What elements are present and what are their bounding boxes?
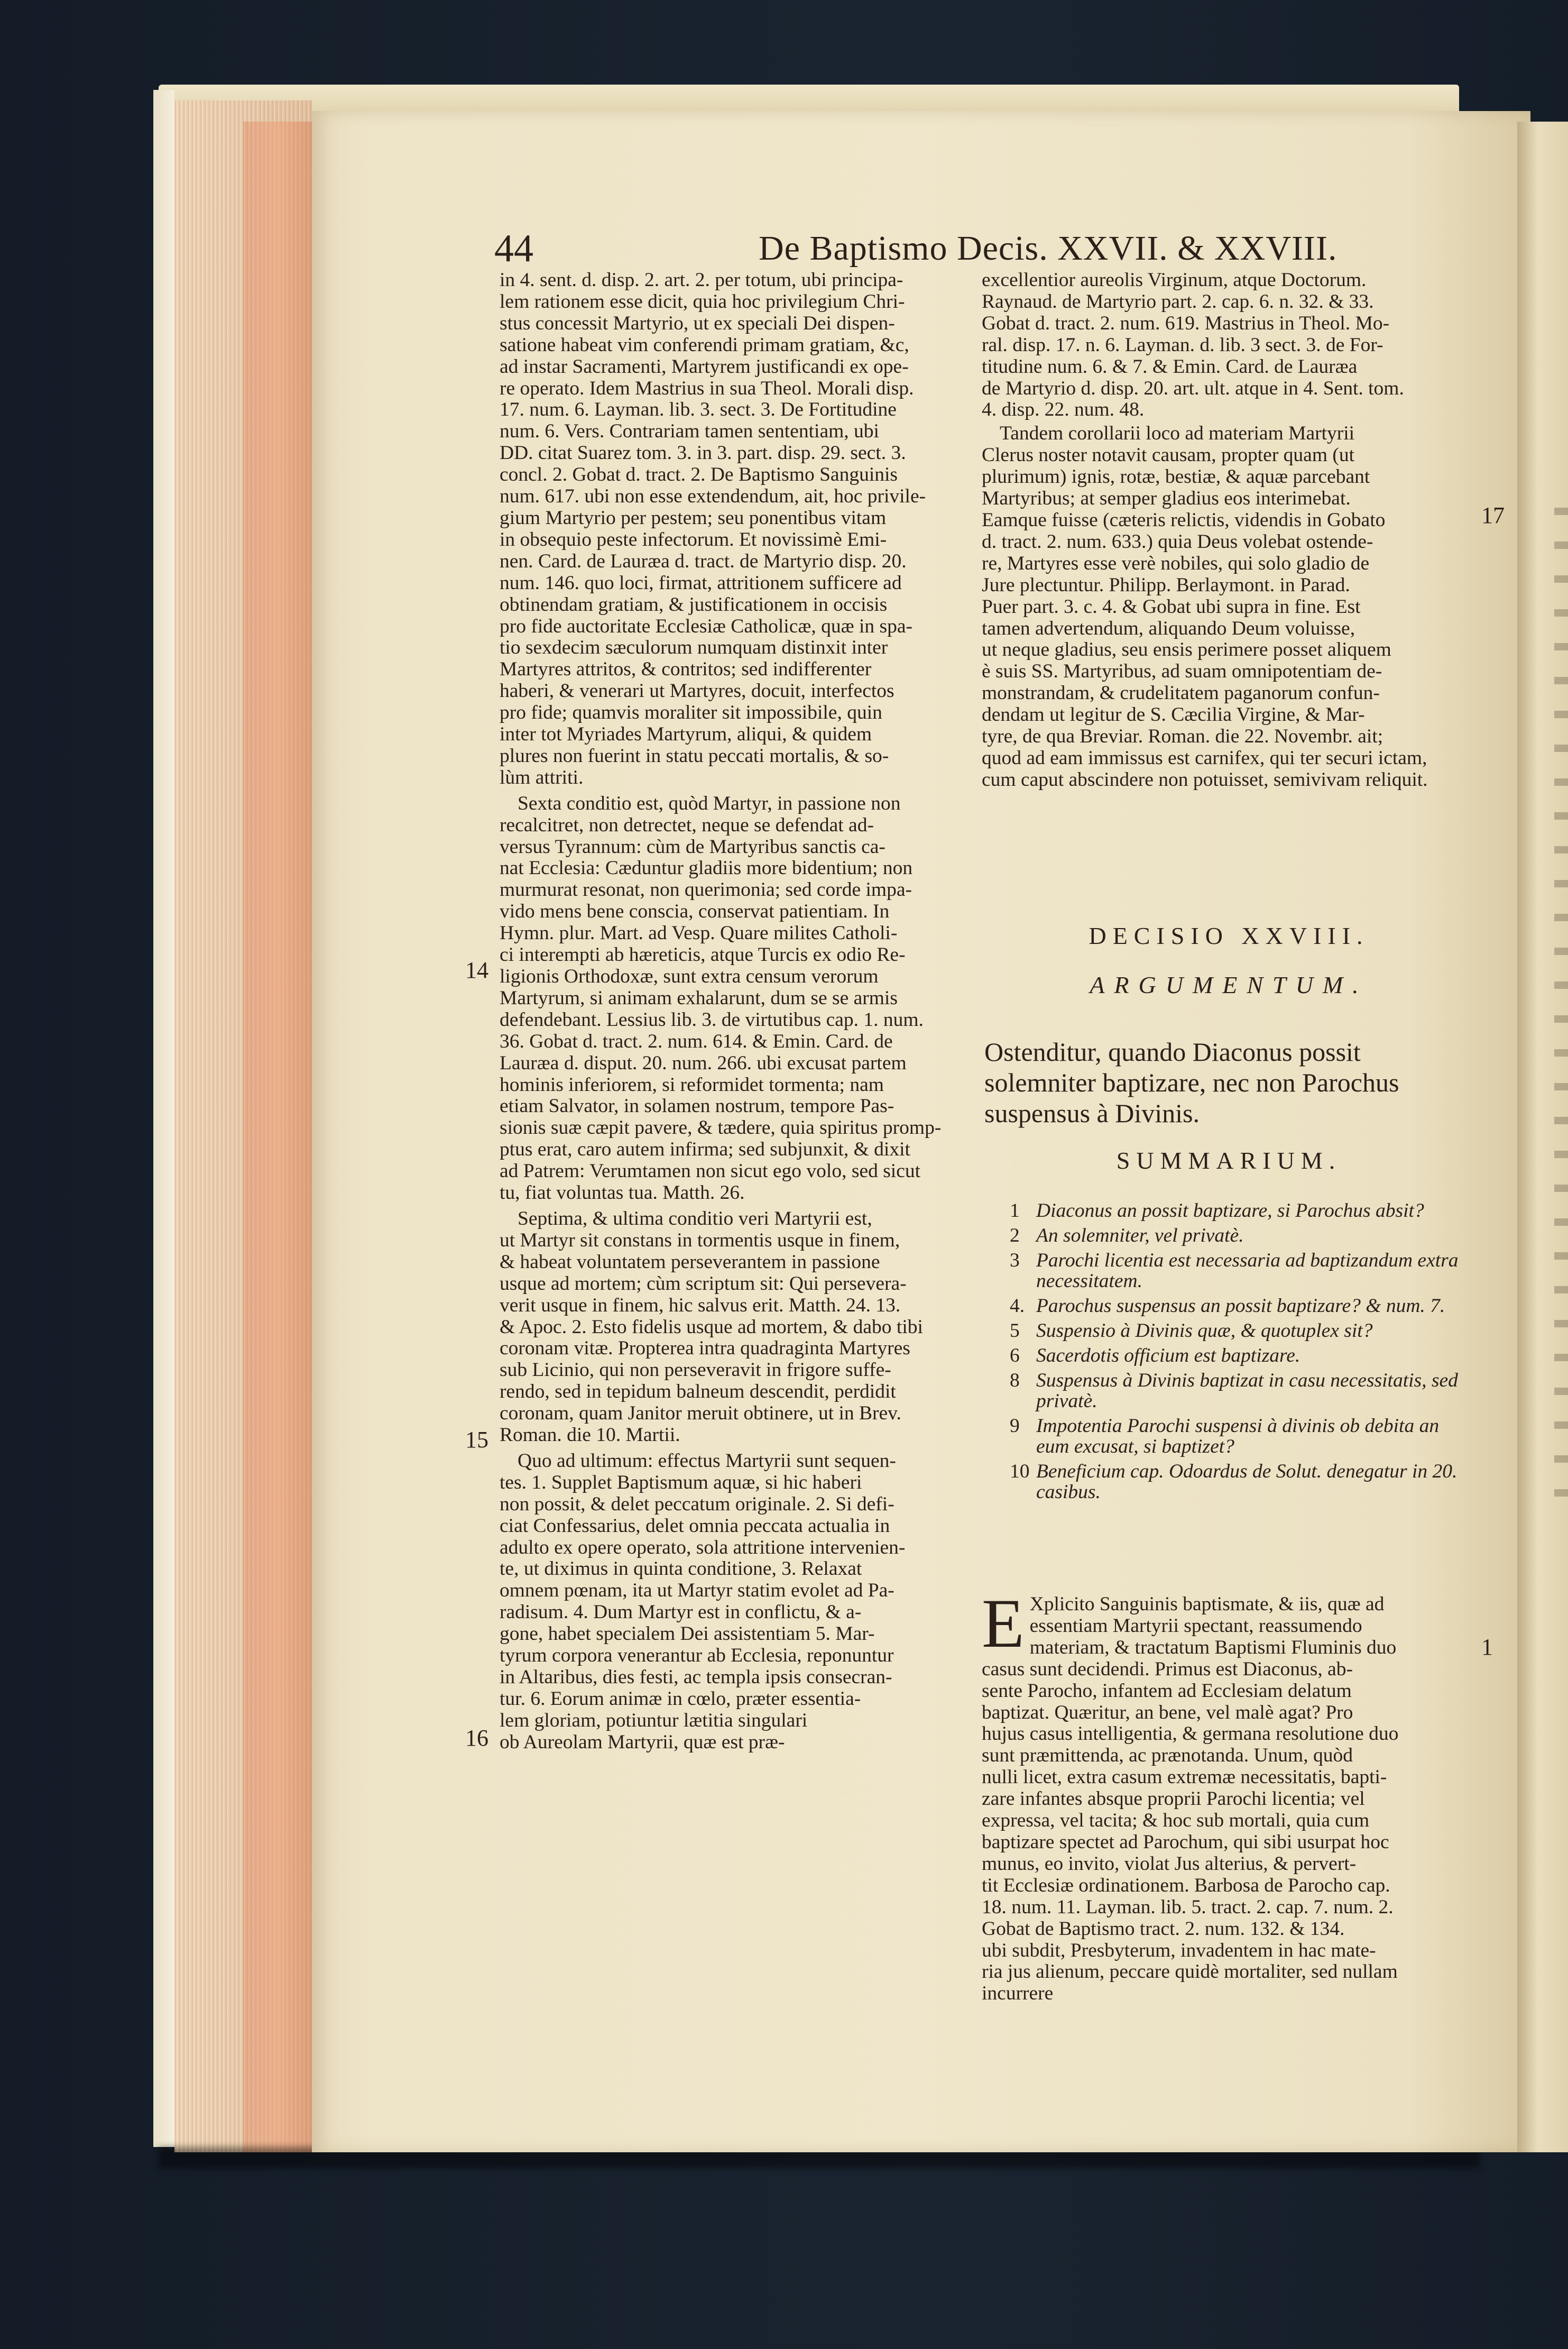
text-line: Sexta conditio est, quòd Martyr, in passione non <box>518 792 901 814</box>
text-line: coronam vitæ. Propterea intra quadraginta Martyres <box>500 1337 910 1360</box>
running-title: De Baptismo Decis. XXVII. & XXVIII. <box>759 229 1338 268</box>
summary-item-text: Parochus suspensus an possit baptizare? & num. 7. <box>1036 1295 1445 1317</box>
summary-item-number: 2 <box>1010 1225 1020 1246</box>
text-line: tyre, de qua Breviar. Roman. die 22. Novembr. ait; <box>982 726 1383 748</box>
summary-item <box>1010 1225 1475 1246</box>
text-line: & Apoc. 2. Esto fidelis usque ad mortem, & dabo tibi <box>500 1316 923 1338</box>
text-line: ligionis Orthodoxæ, sunt extra censum verorum <box>500 966 879 987</box>
text-line: te, ut diximus in quinta conditione, 3. Relaxat <box>500 1558 862 1580</box>
summary-item-text: Beneficium cap. Odoardus de Solut. denegatur in 20. casibus. <box>1036 1461 1458 1503</box>
text-line: ci interempti ab hæreticis, atque Turcis ex odio Re- <box>500 944 906 966</box>
text-line: Martyres attritos, & contritos; sed indifferenter <box>500 658 872 681</box>
summary-item-number: 8 <box>1010 1370 1020 1391</box>
text-line: excellentior aureolis Virginum, atque Doctorum. <box>982 269 1367 291</box>
text-line: Tandem corollarii loco ad materiam Martyrii <box>1000 423 1355 445</box>
text-line: Xplicito Sanguinis baptismate, & iis, quæ ad <box>1029 1593 1385 1615</box>
text-line: Jure plectuntur. Philipp. Berlaymont. in Parad. <box>982 574 1350 596</box>
text-line: tio sexdecim sæculorum numquam distinxit inter <box>500 637 888 659</box>
text-line: tamen advertendum, aliquando Deum voluisse, <box>982 617 1355 639</box>
text-line: ptus erat, caro autem infirma; sed subjunxit, & dixit <box>500 1139 910 1161</box>
text-line: Martyribus; at semper gladius eos interimebat. <box>982 488 1351 510</box>
paragraph-quo-ad-ultimum <box>500 1451 944 1754</box>
text-line: ut Martyr sit constans in tormentis usque in finem, <box>500 1229 900 1251</box>
text-line: è suis SS. Martyribus, ad suam omnipotentiam de- <box>982 660 1382 683</box>
text-line: ad instar Sacramenti, Martyrem justificandi ex ope- <box>500 355 909 378</box>
text-line: defendebant. Lessius lib. 3. de virtutibus cap. 1. num. <box>500 1008 924 1031</box>
argument-statement: Ostenditur, quando Diaconus possit solemniter baptizare, nec non Parochus suspensus à Divinis. <box>984 1037 1399 1128</box>
summary-item <box>1010 1370 1475 1411</box>
summary-item-number: 3 <box>1010 1250 1020 1271</box>
summary-item-text: Suspensus à Divinis baptizat in casu necessitatis, sed privatè. <box>1036 1370 1458 1412</box>
text-line: coronam, quam Janitor meruit obtinere, ut in Brev. <box>500 1402 901 1425</box>
text-line: quod ad eam immissus est carnifex, qui ter securi ictam, <box>982 747 1427 769</box>
text-line: DD. citat Suarez tom. 3. in 3. part. disp. 29. sect. 3. <box>500 442 906 464</box>
paragraph-continuation <box>982 270 1476 421</box>
text-line: tu, fiat voluntas tua. Matth. 26. <box>500 1182 745 1204</box>
margin-number-16: 16 <box>465 1725 488 1751</box>
text-line: pro fide; quamvis moraliter sit impossibile, quin <box>500 702 882 724</box>
summary-item-number: 6 <box>1010 1345 1020 1366</box>
text-line: nat Ecclesia: Cæduntur gladiis more bidentium; non <box>500 857 913 879</box>
text-line: sente Parocho, infantem ad Ecclesiam delatum <box>982 1680 1352 1702</box>
text-line: in Altaribus, dies festi, ac templa ipsis consecran- <box>500 1666 892 1688</box>
text-line: ut neque gladius, seu ensis perimere posset aliquem <box>982 639 1391 661</box>
text-line: vido mens bene conscia, conservat patientiam. In <box>500 901 890 923</box>
argumentum-heading: ARGUMENTUM. <box>1090 971 1368 998</box>
text-line: essentiam Martyrii spectant, reassumendo <box>1029 1614 1362 1637</box>
text-line: murmurat resonat, non querimonia; sed corde impa- <box>500 879 912 901</box>
text-line: d. tract. 2. num. 633.) quia Deus volebat ostende- <box>982 530 1373 553</box>
summary-item <box>1010 1461 1475 1502</box>
facing-page-text <box>1554 508 1568 1512</box>
summary-item-number: 5 <box>1010 1320 1020 1342</box>
text-line: haberi, & venerari ut Martyres, docuit, interfectos <box>500 680 894 702</box>
text-line: Eamque fuisse (cæteris relictis, videndis in Gobato <box>982 509 1386 531</box>
text-line: obtinendam gratiam, & justificationem in occisis <box>500 593 888 616</box>
text-line: Hymn. plur. Mart. ad Vesp. Quare milites Catholi- <box>500 922 898 944</box>
text-line: lùm attriti. <box>500 766 584 788</box>
text-line: num. 617. ubi non esse extendendum, ait, hoc privile- <box>500 485 926 508</box>
text-line: ciat Confessarius, delet omnia peccata actualia in <box>500 1515 890 1537</box>
margin-number-14: 14 <box>465 957 488 983</box>
text-line: 17. num. 6. Layman. lib. 3. sect. 3. De Fortitudine <box>500 399 897 421</box>
text-line: num. 6. Vers. Contrariam tamen sententiam, ubi <box>500 420 879 443</box>
text-line: monstrandam, & crudelitatem paganorum confun- <box>982 682 1380 704</box>
text-line: non possit, & delet peccatum originale. 2. Si defi- <box>500 1493 894 1515</box>
text-line: plurimum) ignis, rotæ, bestiæ, & aquæ parcebant <box>982 466 1370 488</box>
text-line: 4. disp. 22. num. 48. <box>982 399 1145 421</box>
text-line: 36. Gobat d. tract. 2. num. 614. & Emin. Card. de <box>500 1030 893 1052</box>
summary-item-number: 4. <box>1010 1295 1025 1317</box>
summary-item <box>1010 1250 1475 1291</box>
text-line: dendam ut legitur de S. Cæcilia Virgine, & Mar- <box>982 704 1365 726</box>
summary-item-text: Impotentia Parochi suspensi à divinis ob debita an eum excusat, si baptizet? <box>1036 1415 1440 1457</box>
text-line: Clerus noster notavit causam, propter quam (ut <box>982 444 1355 466</box>
paragraph-tandem <box>982 423 1476 791</box>
text-line: etiam Salvator, in solamen nostrum, tempore Pas- <box>500 1095 894 1117</box>
summary-item-number: 9 <box>1010 1415 1020 1437</box>
text-line: in obsequio peste infectorum. Et novissimè Emi- <box>500 528 887 550</box>
text-line: ral. disp. 17. n. 6. Layman. d. lib. 3 sect. 3. de For- <box>982 334 1383 356</box>
text-line: re operato. Idem Mastrius in sua Theol. Morali disp. <box>500 377 914 399</box>
text-line: Quo ad ultimum: effectus Martyrii sunt sequen- <box>518 1449 896 1472</box>
text-line: verit usque in finem, hic salvus erit. Matth. 24. 13. <box>500 1294 901 1316</box>
decisio-body <box>982 1584 1476 2005</box>
text-line: tur. 6. Eorum animæ in cœlo, præter essentia- <box>500 1687 861 1710</box>
text-line: Raynaud. de Martyrio part. 2. cap. 6. n. 32. & 33. <box>982 290 1374 313</box>
text-line: inter tot Myriades Martyrum, aliqui, & quidem <box>500 723 872 746</box>
running-header <box>0 225 1568 272</box>
text-line: lem rationem esse dicit, quia hoc privilegium Chri- <box>500 290 905 313</box>
red-fore-edge <box>243 122 312 2152</box>
text-line: baptizat. Quæritur, an bene, vel malè agat? Pro <box>982 1701 1353 1723</box>
text-line: Gobat d. tract. 2. num. 619. Mastrius in Theol. Mo- <box>982 312 1390 334</box>
text-line: ubi subdit, Presbyterum, invadentem in hac mate- <box>982 1939 1376 1961</box>
text-line: omnem pœnam, ita ut Martyr statim evolet ad Pa- <box>500 1580 894 1602</box>
text-line: cum caput abscindere non potuisset, semivivam reliquit. <box>982 768 1428 791</box>
text-line: concl. 2. Gobat d. tract. 2. De Baptismo Sanguinis <box>500 464 898 486</box>
margin-number-17: 17 <box>1481 502 1505 528</box>
text-line: re, Martyres esse verè nobiles, qui solo gladio de <box>982 552 1370 574</box>
text-line: ob Aureolam Martyrii, quæ est præ- <box>500 1731 785 1753</box>
text-line: hominis inferiorem, si reformidet tormenta; nam <box>500 1073 884 1096</box>
book-cover-edge <box>153 90 174 2147</box>
summary-item-text: Sacerdotis officium est baptizare. <box>1036 1345 1300 1366</box>
summary-item-number: 1 <box>1010 1200 1020 1222</box>
right-column <box>982 270 1476 791</box>
text-line: gone, habet specialem Dei assistentiam 5. Mar- <box>500 1623 875 1645</box>
text-line: sionis suæ cæpit pavere, & tædere, quia spiritus promp- <box>500 1117 942 1139</box>
text-line: Septima, & ultima conditio veri Martyrii est, <box>518 1207 872 1229</box>
text-line: sunt præmittenda, ac prænotanda. Unum, quòd <box>982 1745 1353 1767</box>
page-number: 44 <box>494 227 533 270</box>
summary-item <box>1010 1320 1475 1341</box>
text-line: materiam, & tractatum Baptismi Fluminis duo <box>1029 1636 1397 1658</box>
text-line: baptizare spectet ad Parochum, qui sibi usurpat hoc <box>982 1831 1389 1853</box>
text-line: expressa, vel tacita; & hoc sub mortali, quia cum <box>982 1810 1370 1832</box>
text-line: adulto ex opere operato, sola attritione intervenien- <box>500 1536 906 1558</box>
text-line: Puer part. 3. c. 4. & Gobat ubi supra in fine. Est <box>982 595 1361 618</box>
paragraph-septima <box>500 1208 944 1446</box>
text-line: 18. num. 11. Layman. lib. 5. tract. 2. cap. 7. num. 2. <box>982 1896 1394 1918</box>
text-line: tit Ecclesiæ ordinationem. Barbosa de Parocho cap. <box>982 1874 1390 1896</box>
text-line: tyrum corpora venerantur ab Ecclesia, reponuntur <box>500 1645 894 1667</box>
text-line: Lauræa d. disput. 20. num. 266. ubi excusat partem <box>500 1052 907 1074</box>
left-column <box>500 270 944 1754</box>
text-line: lem gloriam, potiuntur lætitia singulari <box>500 1709 808 1731</box>
paragraph-intro <box>500 270 944 789</box>
summary-item-text: Suspensio à Divinis quæ, & quotuplex sit? <box>1036 1320 1373 1342</box>
text-line: ad Patrem: Verumtamen non sicut ego volo, sed sicut <box>500 1160 921 1182</box>
text-line: radisum. 4. Dum Martyr est in conflictu, & a- <box>500 1601 862 1623</box>
text-line: ria jus alienum, peccare quidè mortaliter, sed nullam <box>982 1961 1398 1983</box>
text-line: hujus casus intelligentia, & germana resolutione duo <box>982 1723 1399 1745</box>
text-line: sub Licinio, qui non perseveravit in frigore suffe- <box>500 1359 891 1381</box>
text-line: satione habeat vim conferendi primam gratiam, &c, <box>500 334 909 356</box>
summary-item <box>1010 1296 1475 1316</box>
text-line: nen. Card. de Lauræa d. tract. de Martyrio disp. 20. <box>500 550 907 572</box>
summary-item-text: Parochi licentia est necessaria ad baptizandum extra necessitatem. <box>1036 1250 1459 1292</box>
text-line: nulli licet, extra casum extremæ necessitatis, bapti- <box>982 1766 1387 1788</box>
summary-item-number: 10 <box>1010 1461 1030 1482</box>
text-line: de Martyrio d. disp. 20. art. ult. atque in 4. Sent. tom. <box>982 377 1404 399</box>
summary-item <box>1010 1416 1475 1457</box>
text-line: recalcitret, non detrectet, neque se defendat ad- <box>500 814 874 836</box>
text-line: usque ad mortem; cùm scriptum sit: Qui persevera- <box>500 1272 907 1295</box>
summary-list <box>1010 1200 1475 1507</box>
margin-number-15: 15 <box>465 1427 488 1453</box>
text-line: plures non fuerint in statu peccati mortalis, & so- <box>500 745 889 767</box>
text-line: casus sunt decidendi. Primus est Diaconus, ab- <box>982 1658 1353 1680</box>
text-line: titudine num. 6. & 7. & Emin. Card. de Lauræa <box>982 355 1358 378</box>
text-line: gium Martyrio per pestem; seu ponentibus vitam <box>500 507 887 529</box>
summary-item <box>1010 1345 1475 1366</box>
text-line: incurrere <box>982 1983 1054 2005</box>
text-line: versus Tyrannum: cùm de Martyribus sanctis ca- <box>500 836 886 858</box>
decisio-heading: DECISIO XXVIII. <box>1089 922 1369 949</box>
text-line: Roman. die 10. Martii. <box>500 1424 680 1446</box>
text-line: rendo, sed in tepidum balneum descendit, perdidit <box>500 1381 896 1403</box>
text-line: zare infantes absque proprii Parochi licentia; vel <box>982 1788 1365 1810</box>
summary-item-text: An solemniter, vel privatè. <box>1036 1225 1244 1246</box>
drop-cap: E <box>982 1584 1025 1662</box>
paragraph-sexta <box>500 793 944 1204</box>
text-line: pro fide auctoritate Ecclesiæ Catholicæ, quæ in spa- <box>500 615 913 637</box>
text-line: & habeat voluntatem perseverantem in passione <box>500 1251 880 1273</box>
text-line: Gobat de Baptismo tract. 2. num. 132. & 134. <box>982 1917 1345 1940</box>
summary-item <box>1010 1200 1475 1221</box>
text-line: munus, eo invito, violat Jus alterius, & pervert- <box>982 1852 1357 1875</box>
text-line: stus concessit Martyrio, ut ex speciali Dei dispen- <box>500 312 895 334</box>
text-line: Martyrum, si animam exhalarunt, dum se se armis <box>500 987 898 1009</box>
margin-number-1: 1 <box>1481 1634 1493 1660</box>
summary-item-text: Diaconus an possit baptizare, si Parochus absit? <box>1036 1200 1424 1222</box>
summarium-heading: SUMMARIUM. <box>1116 1147 1342 1174</box>
text-line: num. 146. quo loci, firmat, attritionem sufficere ad <box>500 572 902 594</box>
text-line: tes. 1. Supplet Baptismum aquæ, si hic haberi <box>500 1471 862 1493</box>
text-line: in 4. sent. d. disp. 2. art. 2. per totum, ubi principa- <box>500 269 903 291</box>
